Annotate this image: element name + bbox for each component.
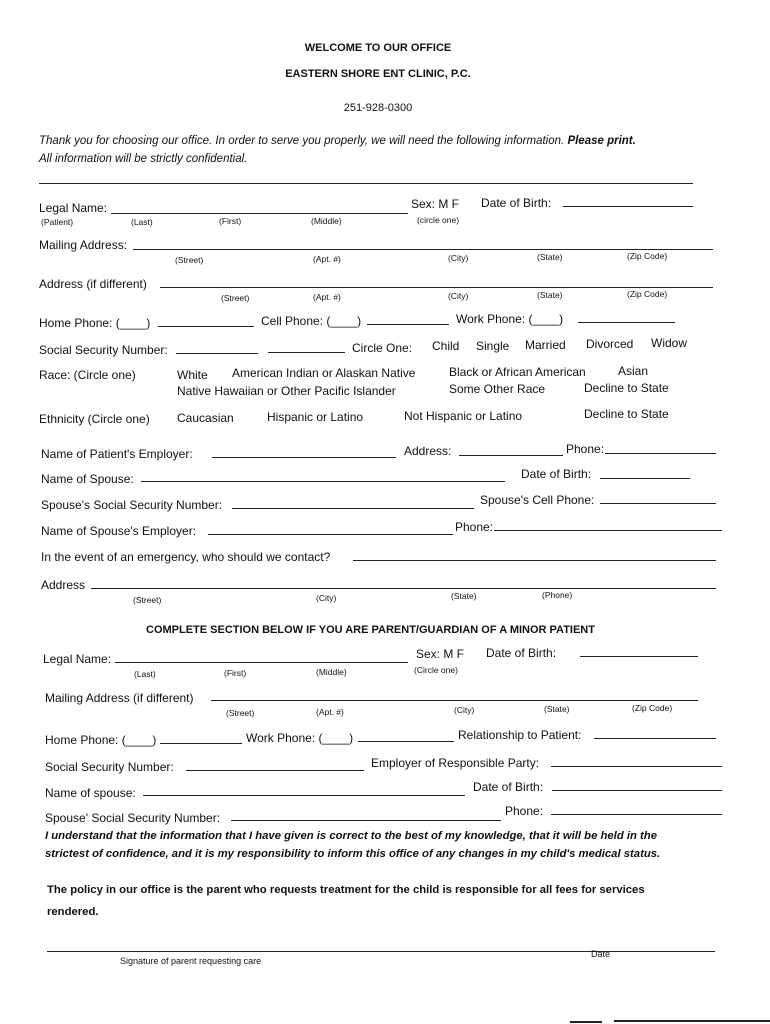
city-sub-2: (City) — [448, 291, 469, 301]
guardian-employer-field[interactable] — [551, 752, 722, 765]
cell-phone-label: Cell Phone: (____) — [261, 314, 362, 328]
spouse-cell-line — [600, 503, 716, 504]
cell-phone-line — [367, 324, 449, 325]
guardian-spouse-dob-field[interactable] — [552, 777, 722, 790]
intro-line-1 — [39, 134, 636, 148]
street-sub: (Street) — [175, 255, 204, 265]
guardian-spouse-name-label: Name of spouse: — [45, 786, 136, 800]
signature-label: Signature of parent requesting care — [120, 956, 262, 966]
emergency-field[interactable] — [353, 546, 716, 559]
employer-phone-field[interactable] — [605, 439, 716, 452]
state-sub-2: (State) — [537, 290, 563, 300]
guardian-sex-label[interactable]: Sex: M F — [416, 647, 465, 661]
guardian-street-sub: (Street) — [226, 708, 255, 718]
separator — [39, 183, 693, 184]
spouse-employer-label: Name of Spouse's Employer: — [41, 524, 197, 538]
marital-child[interactable]: Child — [432, 339, 460, 353]
apt-sub: (Apt. #) — [313, 254, 341, 264]
understand-line-1: I understand that the information that I have given is correct to the best of my knowledge, that it will be held in the — [45, 830, 657, 842]
policy-line-1: The policy in our office is the parent who requests treatment for the child is responsible for all fees for services — [47, 884, 645, 896]
race-label: Race: (Circle one) — [39, 368, 136, 382]
marital-circle-label: Circle One: — [352, 341, 413, 355]
work-phone-label: Work Phone: (____) — [456, 312, 564, 326]
employer-phone-line — [605, 453, 716, 454]
last-sub: (Last) — [131, 217, 153, 227]
spouse-name-line — [141, 481, 505, 482]
guardian-spouse-name-field[interactable] — [143, 782, 465, 795]
guardian-relationship-line — [594, 738, 716, 739]
work-phone-line — [578, 322, 675, 323]
guardian-work-phone-label: Work Phone: (____) — [246, 731, 354, 745]
understand-line-2: strictest of confidence, and it is my responsibility to inform this office of any changes in my child's medical status. — [45, 848, 661, 860]
spouse-cell-label: Spouse's Cell Phone: — [480, 493, 595, 507]
work-phone-field[interactable] — [578, 309, 675, 322]
guardian-mailing-line — [211, 700, 698, 701]
guardian-work-phone-line — [358, 741, 454, 742]
spouse-employer-field[interactable] — [208, 520, 453, 533]
guardian-relationship-label: Relationship to Patient: — [458, 728, 582, 742]
patient-sub: (Patient) — [41, 217, 74, 227]
mailing-field[interactable] — [133, 235, 713, 248]
mailing-line — [133, 249, 713, 250]
guardian-spouse-ssn-label: Spouse' Social Security Number: — [45, 811, 221, 825]
sex-label[interactable]: Sex: M F — [411, 197, 460, 211]
employer-field[interactable] — [212, 443, 396, 456]
mailing-label: Mailing Address: — [39, 238, 128, 252]
ssn-line-2 — [268, 352, 345, 353]
apt-sub-2: (Apt. #) — [313, 292, 341, 302]
legal-name-field[interactable] — [111, 199, 408, 212]
spouse-ssn-label: Spouse's Social Security Number: — [41, 498, 223, 512]
emergency-address-line — [91, 588, 716, 589]
employer-phone-label: Phone: — [566, 442, 605, 456]
guardian-spouse-phone-label: Phone: — [505, 804, 544, 818]
legal-name-label: Legal Name: — [39, 201, 108, 215]
ssn-label: Social Security Number: — [39, 343, 168, 357]
guardian-state-sub: (State) — [544, 704, 570, 714]
guardian-circle-one-sub: (Circle one) — [414, 665, 458, 675]
address-different-field[interactable] — [160, 273, 713, 286]
emergency-line — [353, 560, 716, 561]
race-white[interactable]: White — [177, 368, 208, 382]
address-different-label: Address (if different) — [39, 277, 147, 291]
guardian-apt-sub: (Apt. #) — [316, 707, 344, 717]
race-asian[interactable]: Asian — [618, 364, 649, 378]
employer-line — [212, 457, 396, 458]
intro-line-2: All information will be strictly confidential. — [39, 153, 248, 165]
guardian-dob-line — [580, 656, 698, 657]
ethnicity-caucasian[interactable]: Caucasian — [177, 411, 234, 425]
employer-address-line — [459, 455, 563, 456]
first-sub: (First) — [219, 216, 242, 226]
circle-one-sub: (circle one) — [417, 215, 460, 225]
spouse-cell-field[interactable] — [600, 490, 716, 503]
ethnicity-decline[interactable]: Decline to State — [584, 407, 669, 421]
guardian-home-phone-label: Home Phone: (____) — [45, 733, 157, 747]
ethnicity-hispanic[interactable]: Hispanic or Latino — [267, 410, 364, 424]
signature-line — [47, 951, 715, 952]
guardian-mailing-label: Mailing Address (if different) — [45, 691, 194, 705]
race-black[interactable]: Black or African American — [449, 365, 586, 379]
scan-mark — [614, 1020, 770, 1022]
guardian-ssn-label: Social Security Number: — [45, 760, 174, 774]
guardian-home-phone-line — [160, 743, 242, 744]
address-different-line — [160, 287, 713, 288]
guardian-middle-sub: (Middle) — [316, 667, 347, 677]
zip-sub-2: (Zip Code) — [627, 289, 668, 299]
guardian-zip-sub: (Zip Code) — [632, 703, 673, 713]
emergency-address-field[interactable] — [91, 574, 716, 587]
employer-label: Name of Patient's Employer: — [41, 447, 193, 461]
spouse-ssn-field[interactable] — [232, 494, 474, 507]
em-phone-sub: (Phone) — [542, 590, 573, 600]
marital-married[interactable]: Married — [525, 338, 566, 352]
race-american-indian[interactable]: American Indian or Alaskan Native — [232, 366, 416, 380]
dob-label: Date of Birth: — [481, 196, 552, 210]
spouse-dob-label: Date of Birth: — [521, 467, 592, 481]
race-other[interactable]: Some Other Race — [449, 382, 546, 396]
please-print: Please print. — [567, 135, 636, 147]
guardian-legal-name-label: Legal Name: — [43, 652, 112, 666]
guardian-relationship-field[interactable] — [594, 724, 716, 737]
guardian-dob-label: Date of Birth: — [486, 646, 557, 660]
guardian-city-sub: (City) — [454, 705, 475, 715]
guardian-first-sub: (First) — [224, 668, 247, 678]
policy-line-2: rendered. — [47, 906, 99, 918]
spouse-ssn-line — [232, 508, 474, 509]
guardian-dob-field[interactable] — [580, 643, 698, 656]
signature-date-label: Date — [591, 949, 611, 959]
ethnicity-not-hispanic[interactable]: Not Hispanic or Latino — [404, 409, 523, 423]
emergency-label: In the event of an emergency, who should we contact? — [41, 550, 331, 564]
guardian-employer-label: Employer of Responsible Party: — [371, 756, 540, 770]
spouse-employer-phone-line — [494, 530, 722, 531]
em-street-sub: (Street) — [133, 595, 162, 605]
clinic-name: EASTERN SHORE ENT CLINIC, P.C. — [285, 68, 471, 80]
spouse-employer-phone-label: Phone: — [455, 520, 494, 534]
scan-mark — [570, 1021, 602, 1023]
emergency-address-label: Address — [41, 578, 86, 592]
marital-divorced[interactable]: Divorced — [586, 337, 634, 351]
guardian-heading: COMPLETE SECTION BELOW IF YOU ARE PARENT/GUARDIAN OF A MINOR PATIENT — [146, 624, 595, 636]
city-sub: (City) — [448, 253, 469, 263]
zip-sub: (Zip Code) — [627, 251, 668, 261]
guardian-spouse-ssn-line — [231, 820, 501, 821]
guardian-work-phone-field[interactable] — [358, 727, 454, 740]
em-state-sub: (State) — [451, 591, 477, 601]
state-sub: (State) — [537, 252, 563, 262]
home-phone-label: Home Phone: (____) — [39, 316, 151, 330]
ssn-line-1 — [176, 353, 258, 354]
guardian-home-phone-field[interactable] — [160, 729, 242, 742]
ssn-field[interactable] — [176, 339, 345, 352]
race-decline[interactable]: Decline to State — [584, 381, 669, 395]
guardian-ssn-field[interactable] — [186, 756, 364, 769]
employer-address-label: Address: — [404, 444, 452, 458]
em-city-sub: (City) — [316, 593, 337, 603]
dob-line — [563, 206, 693, 207]
spouse-employer-phone-field[interactable] — [494, 517, 722, 530]
ethnicity-label: Ethnicity (Circle one) — [39, 412, 150, 426]
home-phone-line — [158, 326, 254, 327]
marital-widow[interactable]: Widow — [651, 336, 688, 350]
guardian-spouse-dob-label: Date of Birth: — [473, 780, 544, 794]
welcome-heading: WELCOME TO OUR OFFICE — [304, 42, 452, 54]
guardian-mailing-field[interactable] — [211, 687, 698, 700]
marital-single[interactable]: Single — [476, 339, 510, 353]
guardian-last-sub: (Last) — [134, 669, 156, 679]
dob-field[interactable] — [563, 193, 693, 206]
race-native-hawaiian[interactable]: Native Hawaiian or Other Pacific Islander — [177, 384, 396, 398]
guardian-spouse-ssn-field[interactable] — [231, 807, 501, 820]
signature-date-field[interactable] — [575, 932, 715, 950]
middle-sub: (Middle) — [311, 216, 342, 226]
guardian-spouse-phone-field[interactable] — [551, 801, 722, 814]
spouse-dob-line — [600, 478, 690, 479]
guardian-spouse-dob-line — [552, 790, 722, 791]
legal-name-line — [111, 213, 408, 214]
guardian-legal-name-field[interactable] — [115, 648, 408, 661]
spouse-employer-line — [208, 534, 453, 535]
spouse-name-field[interactable] — [141, 468, 505, 481]
guardian-spouse-phone-line — [551, 814, 722, 815]
spouse-dob-field[interactable] — [600, 465, 690, 478]
cell-phone-field[interactable] — [367, 311, 449, 324]
home-phone-field[interactable] — [158, 313, 254, 326]
employer-address-field[interactable] — [459, 441, 563, 454]
clinic-phone: 251-928-0300 — [343, 102, 413, 114]
guardian-legal-name-line — [115, 662, 408, 663]
signature-field[interactable] — [47, 932, 567, 950]
intro-text: Thank you for choosing our office. In order to serve you properly, we will need the following information. — [39, 135, 565, 147]
guardian-ssn-line — [186, 770, 364, 771]
guardian-spouse-name-line — [143, 795, 465, 796]
street-sub-2: (Street) — [221, 293, 250, 303]
guardian-employer-line — [551, 766, 722, 767]
spouse-name-label: Name of Spouse: — [41, 472, 134, 486]
